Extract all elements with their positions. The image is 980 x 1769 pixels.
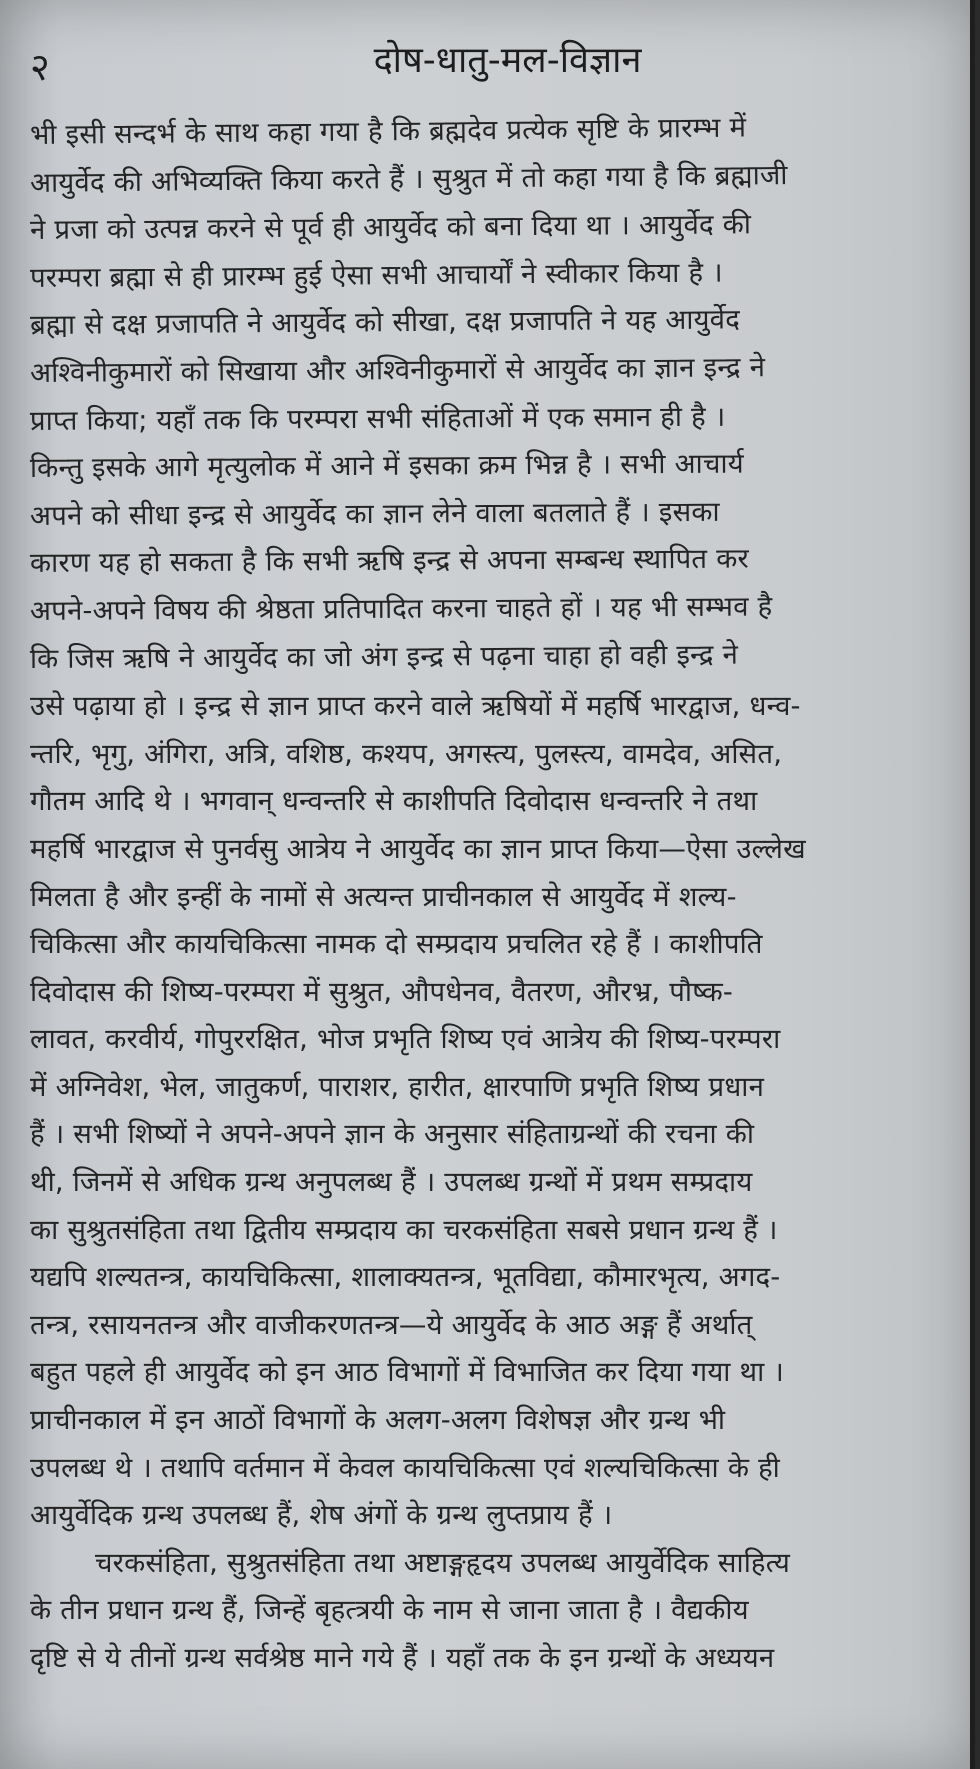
text-line: अपने को सीधा इन्द्र से आयुर्वेद का ज्ञान लेने वाला बतलाते हैं । इसका [29,495,720,532]
text-line: किन्तु इसके आगे मृत्युलोक में आने में इसका क्रम भिन्न है । सभी आचार्य [29,447,744,485]
text-line: तन्त्र, रसायनतन्त्र और वाजीकरणतन्त्र—ये आयुर्वेद के आठ अङ्ग हैं अर्थात् [30,1308,753,1341]
text-line: भी इसी सन्दर्भ के साथ कहा गया है कि ब्रह्मदेव प्रत्येक सृष्टि के प्रारम्भ में [29,111,747,151]
text-line: प्राचीनकाल में इन आठों विभागों के अलग-अलग विशेषज्ञ और ग्रन्थ भी [30,1404,726,1437]
text-line: प्राप्त किया; यहाँ तक कि परम्परा सभी संहिताओं में एक समान ही है । [29,400,726,437]
text-line: का सुश्रुतसंहिता तथा द्वितीय सम्प्रदाय का चरकसंहिता सबसे प्रधान ग्रन्थ हैं । [30,1213,778,1246]
text-line: दिवोदास की शिष्य-परम्परा में सुश्रुत, औपधेनव, वैतरण, औरभ्र, पौष्क- [30,975,734,1008]
text-line: अपने-अपने विषय की श्रेष्ठता प्रतिपादित करना चाहते हों । यह भी सम्भव है [29,590,773,627]
text-line: आयुर्वेद की अभिव्यक्ति किया करते हैं । सुश्रुत में तो कहा गया है कि ब्रह्माजी [29,158,788,199]
text-line: उसे पढ़ाया हो । इन्द्र से ज्ञान प्राप्त करने वाले ऋषियों में महर्षि भारद्वाज, धन्व- [30,690,801,723]
text-line: उपलब्ध थे । तथापि वर्तमान में केवल कायचिकित्सा एवं शल्यचिकित्सा के ही [30,1451,781,1484]
text-line: थी, जिनमें से अधिक ग्रन्थ अनुपलब्ध हैं । उपलब्ध ग्रन्थों में प्रथम सम्प्रदाय [30,1166,753,1199]
text-line: दृष्टि से ये तीनों ग्रन्थ सर्वश्रेष्ठ माने गये हैं । यहाँ तक के इन ग्रन्थों के अध्ययन [30,1642,775,1674]
text-line: अश्विनीकुमारों को सिखाया और अश्विनीकुमारों से आयुर्वेद का ज्ञान इन्द्र ने [29,351,766,389]
text-line: गौतम आदि थे । भगवान् धन्वन्तरि से काशीपति दिवोदास धन्वन्तरि ने तथा [30,785,758,818]
text-line: में अग्निवेश, भेल, जातुकर्ण, पाराशर, हारीत, क्षारपाणि प्रभृति शिष्य प्रधान [30,1070,765,1103]
text-line: के तीन प्रधान ग्रन्थ हैं, जिन्हें बृहत्त्रयी के नाम से जाना जाता है । वैद्यकीय [30,1594,749,1627]
body-text [30,112,935,1683]
text-line: ब्रह्मा से दक्ष प्रजापति ने आयुर्वेद को सीखा, दक्ष प्रजापति ने यह आयुर्वेद [29,303,741,342]
text-line: आयुर्वेदिक ग्रन्थ उपलब्ध हैं, शेष अंगों के ग्रन्थ लुप्तप्राय हैं । [30,1499,613,1532]
text-line: महर्षि भारद्वाज से पुनर्वसु आत्रेय ने आयुर्वेद का ज्ञान प्राप्त किया—ऐसा उल्लेख [30,832,806,865]
running-title: दोष-धातु-मल-विज्ञान [373,40,642,81]
page-number: २ [30,45,50,89]
text-line: बहुत पहले ही आयुर्वेद को इन आठ विभागों में विभाजित कर दिया गया था । [30,1356,785,1389]
text-line: ने प्रजा को उत्पन्न करने से पूर्व ही आयुर्वेद को बना दिया था । आयुर्वेद की [29,208,752,247]
paragraph-start-line: चरकसंहिता, सुश्रुतसंहिता तथा अष्टाङ्गहृदय उपलब्ध आयुर्वेदिक साहित्य [95,1546,791,1579]
text-line: कारण यह हो सकता है कि सभी ऋषि इन्द्र से अपना सम्बन्ध स्थापित कर [29,542,750,580]
page-header [30,28,945,88]
text-line: मिलता है और इन्हीं के नामों से अत्यन्त प्राचीनकाल से आयुर्वेद में शल्य- [30,880,737,913]
text-line: हैं । सभी शिष्यों ने अपने-अपने ज्ञान के अनुसार संहिताग्रन्थों की रचना की [30,1118,755,1151]
page-edge-shadow [970,0,975,1769]
text-line: चिकित्सा और कायचिकित्सा नामक दो सम्प्रदाय प्रचलित रहे हैं । काशीपति [30,928,763,961]
text-line: न्तरि, भृगु, अंगिरा, अत्रि, वशिष्ठ, कश्यप, अगस्त्य, पुलस्त्य, वामदेव, असित, [30,737,783,770]
text-line: कि जिस ऋषि ने आयुर्वेद का जो अंग इन्द्र से पढ़ना चाहा हो वही इन्द्र ने [29,638,739,675]
text-line: लावत, करवीर्य, गोपुररक्षित, भोज प्रभृति शिष्य एवं आत्रेय की शिष्य-परम्परा [30,1023,781,1056]
text-line: यद्यपि शल्यतन्त्र, कायचिकित्सा, शालाक्यतन्त्र, भूतविद्या, कौमारभृत्य, अगद- [30,1261,781,1294]
text-line: परम्परा ब्रह्मा से ही प्रारम्भ हुई ऐसा सभी आचार्यों ने स्वीकार किया है । [29,256,723,294]
